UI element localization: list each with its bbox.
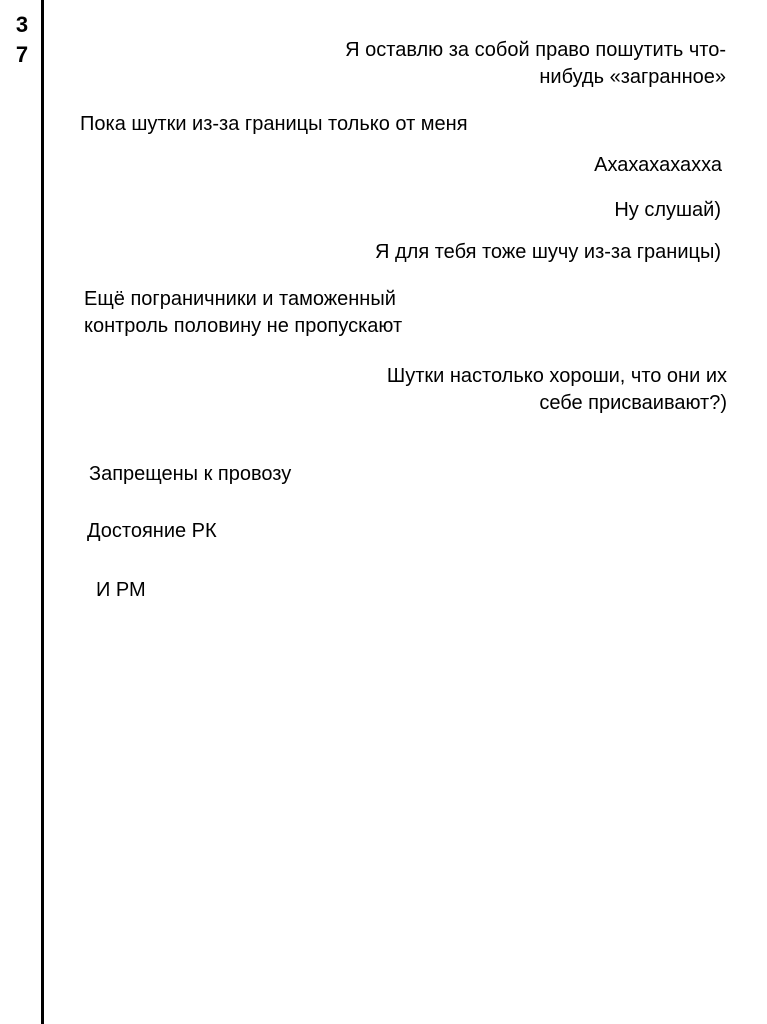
message-left (89, 461, 291, 488)
message-right (614, 197, 721, 224)
message-line: Я для тебя тоже шучу из-за границы) (375, 241, 721, 263)
message-right (345, 37, 726, 91)
message-right (594, 152, 722, 179)
message-left (84, 286, 402, 340)
message-line: Ахахахахахха (594, 154, 722, 176)
message-line: Запрещены к провозу (89, 463, 292, 485)
message-right (387, 363, 727, 417)
message-line: нибудь «загранное» (539, 66, 726, 88)
message-line: себе присваивают?) (539, 392, 727, 414)
message-left (80, 111, 468, 138)
margin-line (41, 0, 44, 1024)
message-line: И РМ (96, 579, 146, 601)
message-line: Ещё пограничники и таможенный (84, 288, 396, 310)
message-left (87, 518, 217, 545)
message-right (375, 239, 721, 266)
message-line: Ну слушай) (614, 199, 721, 221)
message-line: Я оставлю за собой право пошутить что- (345, 39, 726, 61)
message-line: Достояние РК (87, 520, 217, 542)
page-number (11, 10, 33, 70)
message-line: контроль половину не пропускают (84, 315, 403, 337)
page-number-digit-1: 3 (15, 12, 29, 37)
message-line: Шутки настолько хороши, что они их (386, 365, 727, 387)
message-line: Пока шутки из-за границы только от меня (80, 113, 468, 135)
message-left (96, 577, 146, 604)
page-number-digit-2: 7 (15, 42, 29, 67)
